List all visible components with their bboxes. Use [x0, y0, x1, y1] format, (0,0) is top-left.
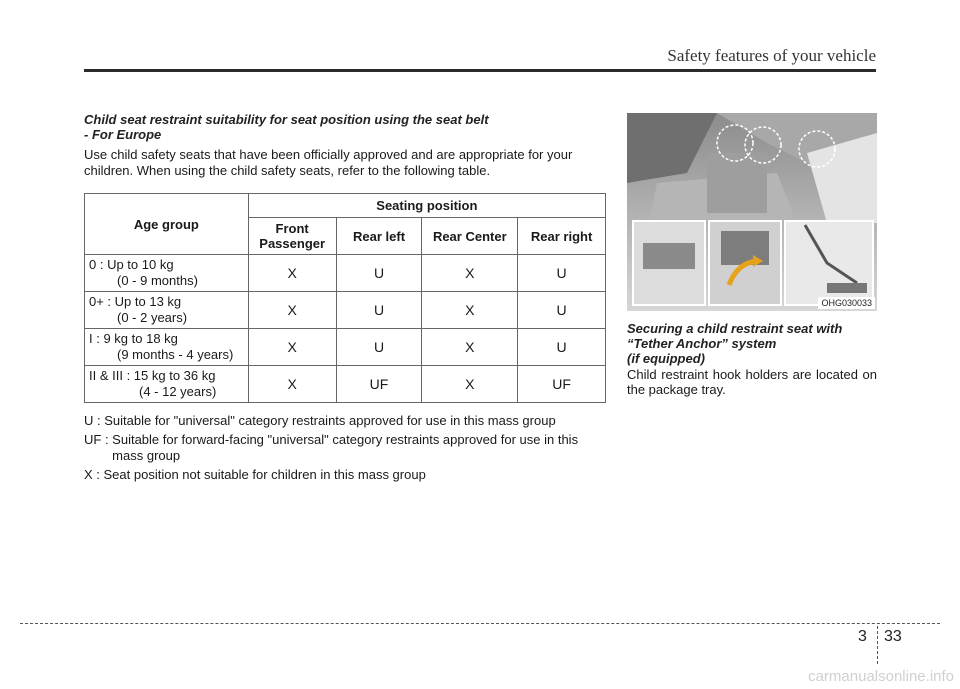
table-row	[85, 329, 606, 366]
age-weight: 0+ : Up to 13 kg	[89, 294, 182, 309]
age-cell	[85, 366, 249, 403]
section-title-line2: - For Europe	[84, 127, 162, 142]
figure-code: OHG030033	[818, 297, 875, 309]
right-column	[627, 113, 877, 397]
table-row	[85, 366, 606, 403]
age-range: (0 - 2 years)	[117, 310, 188, 325]
column-header: Rear left	[336, 218, 422, 255]
age-weight: II & III : 15 kg to 36 kg	[89, 368, 216, 383]
left-column	[84, 112, 606, 486]
footer-divider	[877, 626, 878, 664]
suitability-cell: U	[518, 329, 606, 366]
suitability-cell: X	[422, 366, 518, 403]
age-range: (9 months - 4 years)	[117, 347, 234, 362]
chapter-number: 3	[858, 628, 867, 645]
suitability-cell: X	[248, 366, 336, 403]
footer-rule	[20, 623, 940, 624]
suitability-cell: X	[422, 329, 518, 366]
section-title-line1: Child seat restraint suitability for seat position using the seat belt	[84, 112, 489, 127]
legend-code: X :	[84, 467, 104, 482]
suitability-cell: X	[422, 292, 518, 329]
suitability-cell: U	[336, 255, 422, 292]
age-group-header: Age group	[85, 194, 249, 255]
tether-body: Child restraint hook holders are located on the package tray.	[627, 367, 877, 397]
tether-title	[627, 321, 877, 366]
age-range: (0 - 9 months)	[117, 273, 198, 288]
column-header: Rear Center	[422, 218, 518, 255]
suitability-cell: X	[248, 292, 336, 329]
legend-text: Seat position not suitable for children in this mass group	[103, 467, 426, 482]
legend-code: UF :	[84, 432, 113, 447]
header-rule	[84, 69, 876, 72]
page-number: 33	[884, 628, 902, 645]
legend	[84, 413, 606, 483]
suitability-cell: U	[518, 255, 606, 292]
suitability-cell: UF	[336, 366, 422, 403]
suitability-cell: U	[336, 329, 422, 366]
suitability-cell: U	[336, 292, 422, 329]
legend-item	[84, 432, 606, 464]
age-cell	[85, 292, 249, 329]
suitability-cell: X	[248, 255, 336, 292]
legend-text: Suitable for "universal" category restraints approved for use in this mass group	[104, 413, 556, 428]
age-weight: 0 : Up to 10 kg	[89, 257, 174, 272]
tether-anchor-photo	[627, 113, 877, 311]
column-header: Front Passenger	[248, 218, 336, 255]
legend-code: U :	[84, 413, 105, 428]
table-row	[85, 255, 606, 292]
legend-text: Suitable for forward-facing "universal" category restraints approved for use in this mass group	[112, 432, 579, 463]
tether-title-line1: Securing a child restraint seat with	[627, 321, 843, 336]
age-weight: I : 9 kg to 18 kg	[89, 331, 178, 346]
suitability-cell: UF	[518, 366, 606, 403]
legend-item	[84, 413, 606, 429]
section-title	[84, 112, 606, 142]
suitability-table	[84, 193, 606, 403]
section-intro: Use child safety seats that have been officially approved and are appropriate for your children. When using the child safety seats, refer to the following table.	[84, 147, 573, 178]
watermark: carmanualsonline.info	[808, 668, 954, 685]
table-row	[85, 292, 606, 329]
age-range: (4 - 12 years)	[139, 384, 217, 399]
tether-title-line2: “Tether Anchor” system	[627, 336, 777, 351]
suitability-cell: X	[248, 329, 336, 366]
age-cell	[85, 329, 249, 366]
tether-title-line3: (if equipped)	[627, 351, 705, 366]
column-header: Rear right	[518, 218, 606, 255]
seating-position-header: Seating position	[248, 194, 605, 218]
suitability-cell: X	[422, 255, 518, 292]
car-interior-illustration	[627, 113, 877, 311]
suitability-cell: U	[518, 292, 606, 329]
legend-item	[84, 467, 606, 483]
header-title: Safety features of your vehicle	[667, 46, 876, 65]
age-cell	[85, 255, 249, 292]
